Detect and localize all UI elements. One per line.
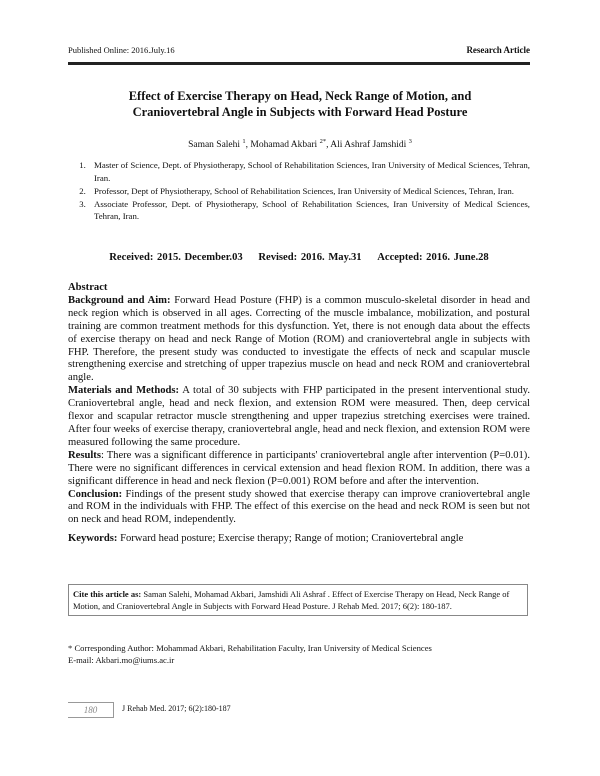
citation-text: Saman Salehi, Mohamad Akbari, Jamshidi Ali Ashraf . Effect of Exercise Therapy on Head, Neck Range of Motion, and Craniovertebral Angle in Subjects with Forward Head Posture. J Rehab Med. 2017; 6(2): 180-187. (73, 589, 510, 611)
author-sup: 3 (408, 138, 412, 145)
affiliations (68, 159, 530, 223)
article-title (75, 88, 525, 120)
keywords-text: Forward head posture; Exercise therapy; Range of motion; Craniovertebral angle (117, 533, 464, 545)
abstract (68, 282, 530, 546)
affiliation-item: 2. Professor, Dept of Physiotherapy, School of Rehabilitation Sciences, Iran University of Medical Sciences, Tehran, Iran. (88, 185, 530, 198)
abstract-methods (68, 385, 530, 450)
corresponding-email[interactable]: E-mail: Akbari.mo@iums.ac.ir (68, 654, 175, 665)
affiliation-item: 3. Associate Professor, Dept. of Physiotherapy, School of Rehabilitation Sciences, Iran University of Medical Sciences, Tehran, Iran. (88, 198, 530, 223)
keywords-label: Keywords: (68, 533, 118, 545)
abstract-background (68, 295, 530, 385)
conclusion-text: Findings of the present study showed that exercise therapy can improve craniovertebral angle and ROM in the individuals with FHP. The effect of this exercise on the head and neck ROM is seen but not on neck and head ROM, independently. (68, 488, 530, 526)
methods-text: A total of 30 subjects with FHP participated in the present interventional study. Craniovertebral angle, head and neck flexion, and extension ROM were measured. Then, deep cervical flexor and scapular retractor muscle strengthening and upper trapezius stretching exercises were trained. After four weeks of exercise therapy, craniovertebral angle, head and neck flexion, and extension ROM were measured following the same procedure. (68, 385, 530, 448)
corresponding-author-line: * Corresponding Author: Mohammad Akbari, Rehabilitation Faculty, Iran University of Medical Sciences (68, 643, 432, 653)
abstract-conclusion (68, 489, 530, 528)
conclusion-label: Conclusion: (68, 488, 123, 500)
citation-label: Cite this article as: (73, 589, 142, 599)
received-date: Received: 2015. December.03 (109, 252, 243, 263)
methods-label: Materials and Methods: (68, 385, 180, 397)
author-name: Saman Salehi (188, 140, 241, 151)
results-text: : There was a significant difference in participants' craniovertebral angle after intervention (P=0.01). There were no significant differences in cervical extension and head flexion ROM. In addition, there was a significant difference in head and neck flexion (P=0.001) ROM before and after the intervention. (68, 449, 530, 487)
revised-date: Revised: 2016. May.31 (258, 252, 362, 263)
corresponding-author (68, 643, 530, 666)
author-list: Saman Salehi $^1$, Mohamad Akbari $^{2*}$, Ali Ashraf Jamshidi $^3$ (188, 138, 412, 151)
article-type: Research Article (466, 45, 530, 55)
citation-box (68, 584, 528, 616)
author-name: Mohamad Akbari (250, 140, 318, 151)
accepted-date: Accepted: 2016. June.28 (377, 252, 489, 263)
background-text: Forward Head Posture (FHP) is a common musculo-skeletal disorder in head and neck region which is observed in all ages. Correcting of the muscle imbalance, mobilization, and postural training are common treatment methods for this dysfunction. Yet, there is not enough data about the effects of exercise therapy on head and neck Range of Motion (ROM) and craniovertebral angle in subjects with FHP. Therefore, the present study was conducted to investigate the effects of neck and scapular muscle strengthening exercise and stretching of upper trapezius muscle on head and neck ROM and craniovertebral angle. (68, 294, 530, 384)
title-line-1: Effect of Exercise Therapy on Head, Neck Range of Motion, and (128, 89, 472, 103)
results-label: Results (68, 449, 101, 461)
abstract-results (68, 450, 530, 489)
keywords (68, 533, 530, 546)
article-dates (68, 252, 530, 263)
author-sup: 2* (319, 138, 327, 145)
published-date: Published Online: 2016.July.16 (68, 45, 175, 55)
page-number: 180 (68, 702, 114, 718)
author-sup: 1 (242, 138, 246, 145)
author-name: Ali Ashraf Jamshidi (330, 140, 407, 151)
title-line-2: Craniovertebral Angle in Subjects with Forward Head Posture (132, 105, 468, 119)
abstract-heading: Abstract (68, 282, 108, 293)
affiliation-item: 1. Master of Science, Dept. of Physiotherapy, School of Rehabilitation Sciences, Iran University of Medical Sciences, Tehran, Iran. (88, 159, 530, 184)
background-label: Background and Aim: (68, 294, 171, 306)
header-rule (68, 62, 530, 65)
footer-journal: J Rehab Med. 2017; 6(2):180-187 (122, 704, 231, 713)
